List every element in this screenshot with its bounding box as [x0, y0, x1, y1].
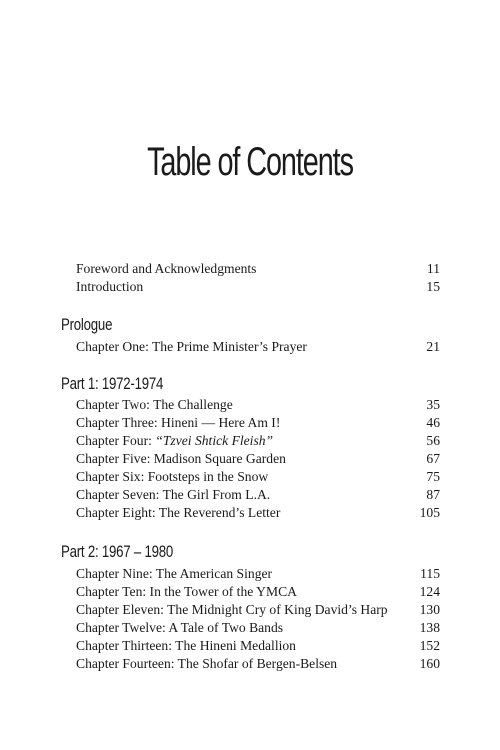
- entry-label: Chapter Eleven: The Midnight Cry of King David’s Harp: [76, 602, 388, 617]
- entry-page-number: 35: [426, 397, 440, 412]
- toc-entry-chapter-fourteen: [76, 655, 440, 673]
- toc-entry-introduction: [76, 278, 440, 296]
- toc-entry-chapter-four: [76, 432, 440, 450]
- toc-entry-chapter-nine: [76, 565, 440, 583]
- entry-label: Chapter Two: The Challenge: [76, 397, 233, 412]
- entry-page-number: 11: [426, 261, 440, 276]
- entry-label-italic: “Tzvei Shtick Fleish”: [155, 433, 274, 448]
- toc-entry-chapter-six: [76, 468, 440, 486]
- entry-label: Chapter Twelve: A Tale of Two Bands: [76, 620, 284, 635]
- toc-entry-chapter-eight: [76, 504, 440, 522]
- entry-page-number: 105: [419, 505, 440, 520]
- entry-label: [76, 432, 273, 450]
- entry-page-number: 115: [420, 566, 440, 581]
- section-heading-part-1: Part 1: 1972-1974: [61, 374, 164, 393]
- entry-label: Chapter Five: Madison Square Garden: [76, 451, 286, 466]
- toc-entry-chapter-two: [76, 396, 440, 414]
- entry-page-number: 152: [419, 638, 440, 653]
- toc-entry-chapter-three: [76, 414, 440, 432]
- entry-page-number: 21: [426, 339, 440, 354]
- toc-entry-chapter-thirteen: [76, 637, 440, 655]
- entry-page-number: 124: [419, 584, 440, 599]
- toc-entry-chapter-ten: [76, 583, 440, 601]
- entry-label: Introduction: [76, 279, 144, 294]
- entry-label: Chapter One: The Prime Minister’s Prayer: [76, 339, 307, 354]
- entry-label: Chapter Thirteen: The Hineni Medallion: [76, 638, 296, 653]
- entry-page-number: 130: [419, 602, 440, 617]
- entry-page-number: 56: [426, 433, 440, 448]
- toc-entry-chapter-five: [76, 450, 440, 468]
- entry-page-number: 138: [419, 620, 440, 635]
- entry-label: Chapter Three: Hineni — Here Am I!: [76, 415, 281, 430]
- entry-label: Chapter Nine: The American Singer: [76, 566, 273, 581]
- toc-entry-chapter-one: [76, 338, 440, 356]
- entry-page-number: 75: [426, 469, 440, 484]
- entry-label: Foreword and Acknowledgments: [76, 261, 257, 276]
- section-heading-prologue: Prologue: [61, 315, 113, 334]
- entry-page-number: 15: [426, 279, 440, 294]
- entry-label: Chapter Ten: In the Tower of the YMCA: [76, 584, 297, 599]
- entry-page-number: 160: [419, 656, 440, 671]
- section-heading-part-2: Part 2: 1967 – 1980: [61, 542, 174, 561]
- toc-entry-chapter-twelve: [76, 619, 440, 637]
- toc-entry-chapter-seven: [76, 486, 440, 504]
- toc-entry-chapter-eleven: [76, 601, 440, 619]
- entry-page-number: 87: [426, 487, 440, 502]
- entry-label-prefix: Chapter Four:: [76, 433, 156, 448]
- entry-page-number: 67: [426, 451, 440, 466]
- entry-label: Chapter Fourteen: The Shofar of Bergen-Belsen: [76, 656, 338, 671]
- entry-label: Chapter Six: Footsteps in the Snow: [76, 469, 269, 484]
- toc-entry-foreword: [76, 260, 440, 278]
- entry-page-number: 46: [426, 415, 440, 430]
- entry-label: Chapter Eight: The Reverend’s Letter: [76, 505, 281, 520]
- page-title: Table of Contents: [147, 140, 353, 184]
- entry-label: Chapter Seven: The Girl From L.A.: [76, 487, 271, 502]
